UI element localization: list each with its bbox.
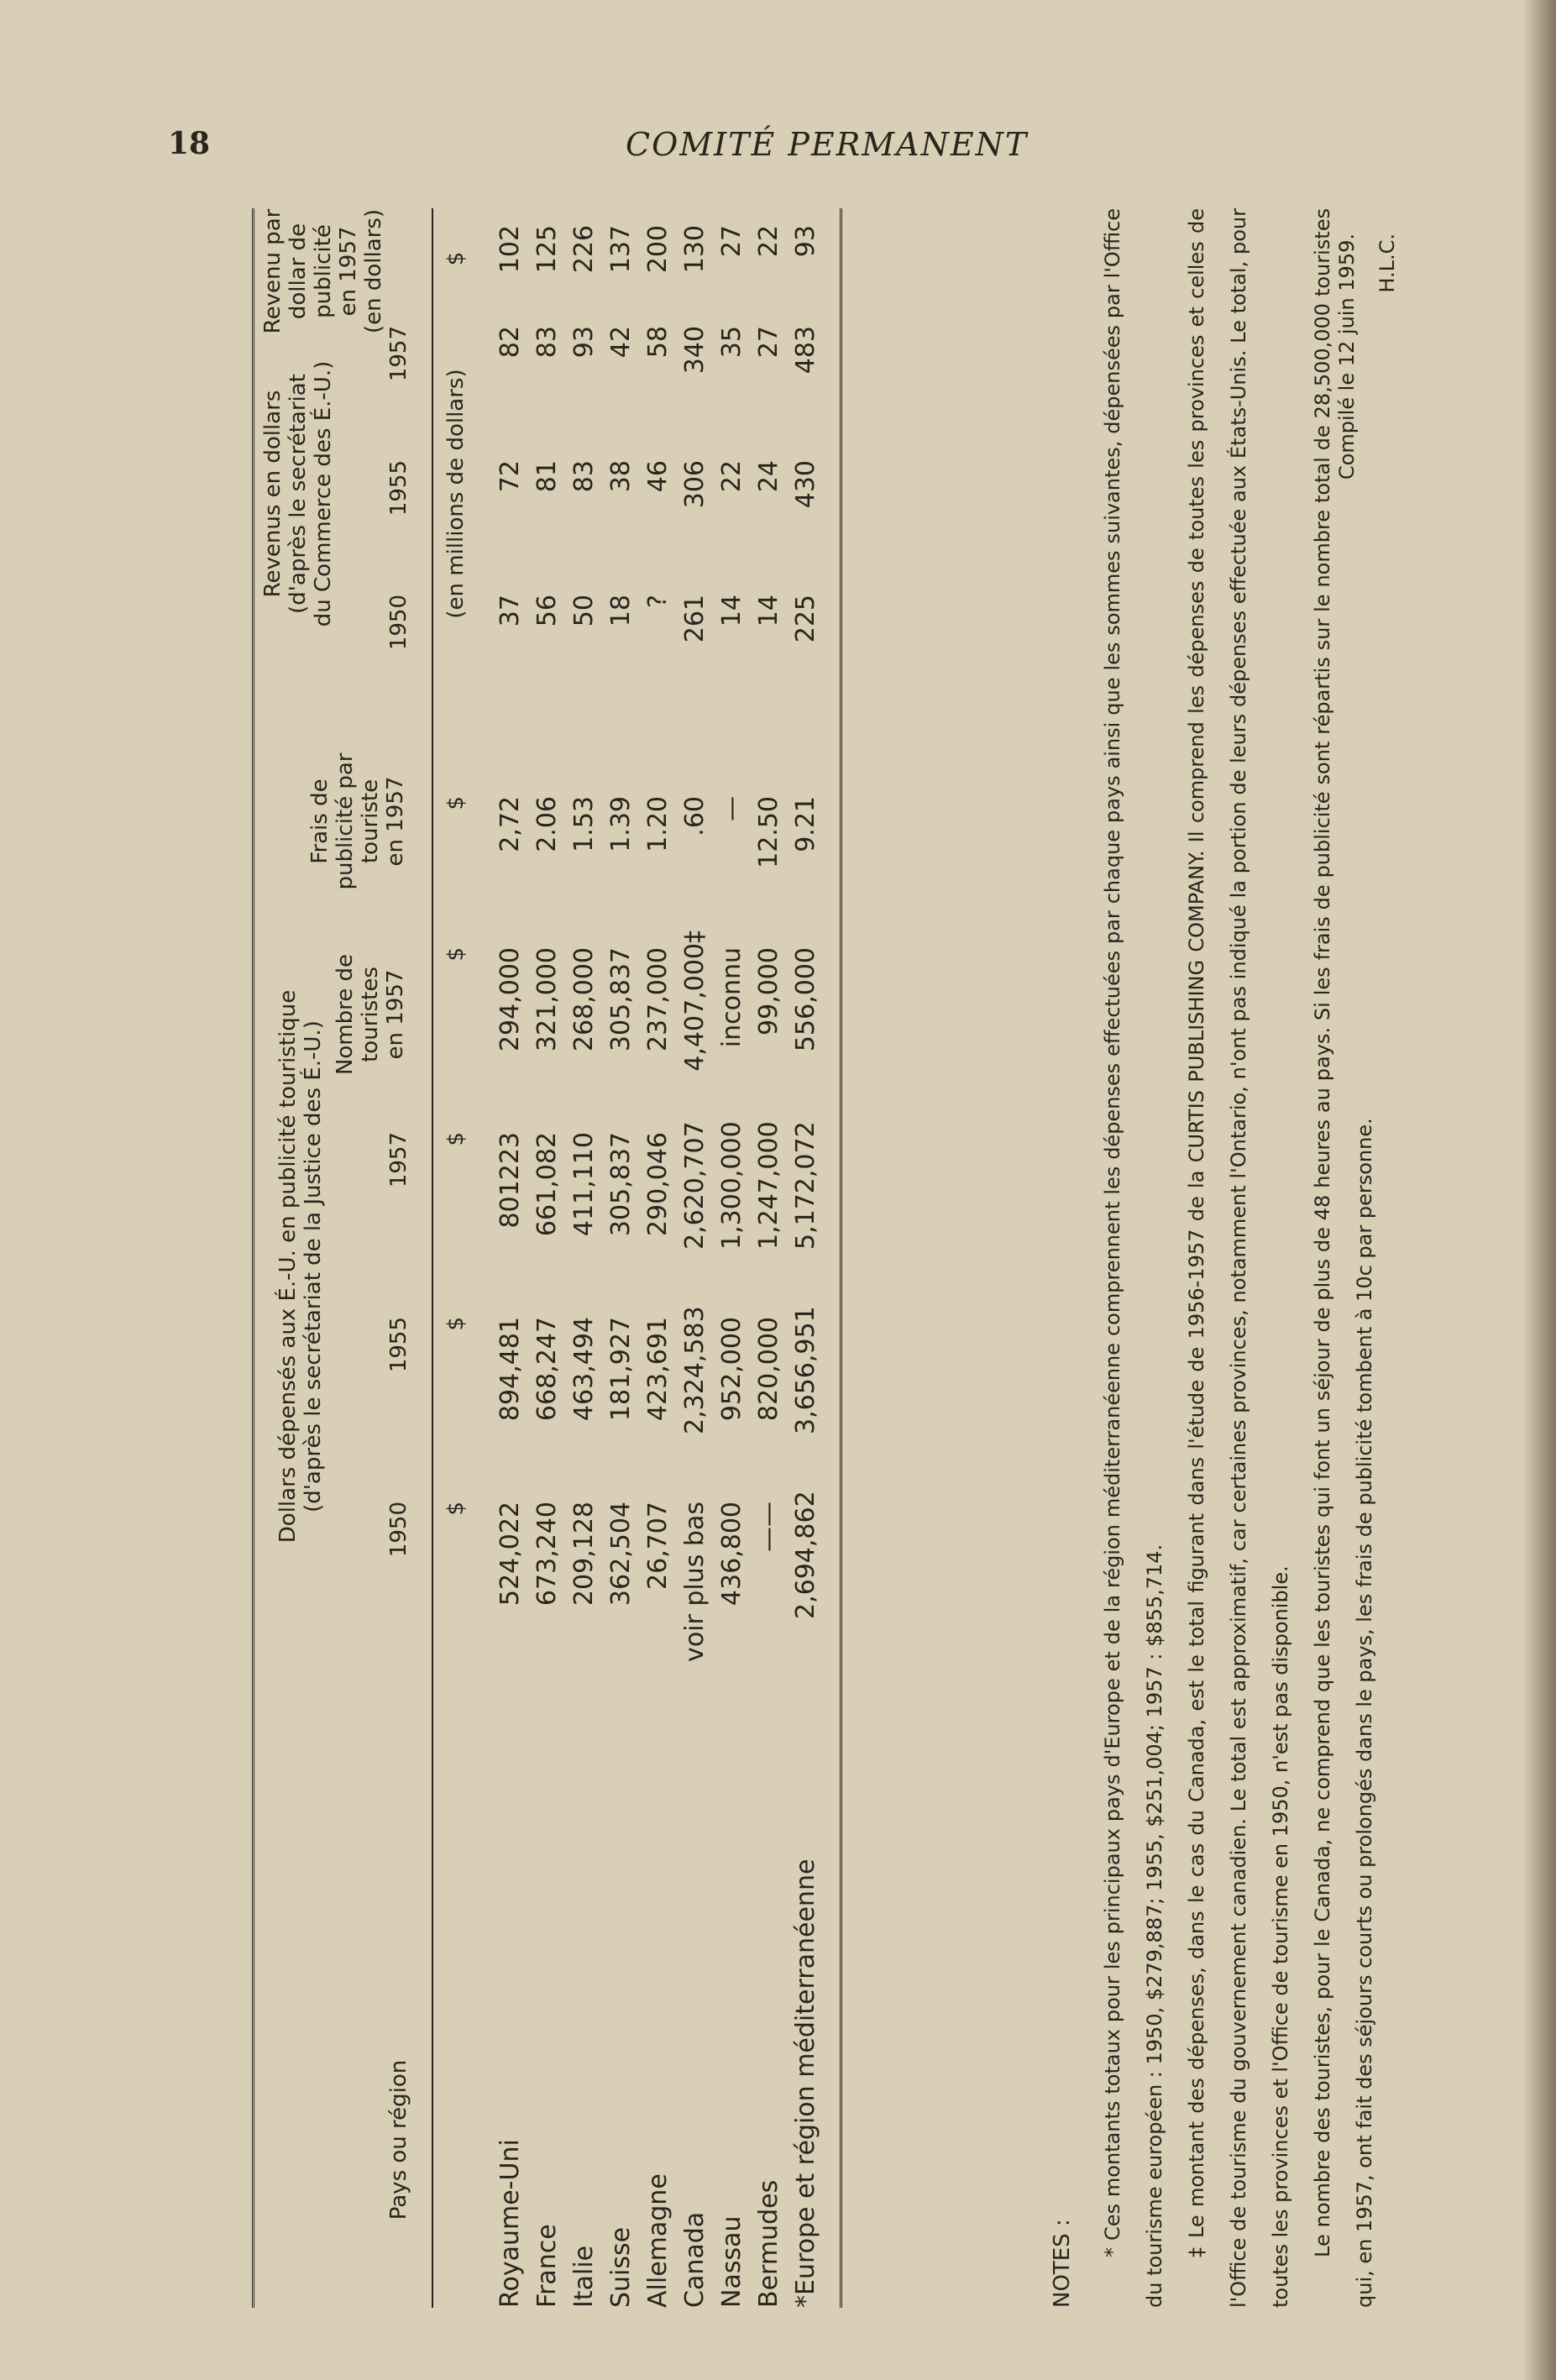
header-cost-line1: Frais de (307, 778, 333, 864)
cell-cost: 1.53 (569, 796, 599, 852)
cell-d1950: —— (754, 1502, 783, 1552)
cell-cost: 1.20 (643, 796, 673, 852)
cell-r1950: 225 (791, 595, 820, 643)
cell-d1957: 1,247,000 (754, 1121, 783, 1250)
cell-tourists: 556,000 (791, 947, 820, 1052)
cell-r1950: 37 (495, 595, 525, 627)
cell-r1955: 430 (791, 460, 820, 509)
table-row (791, 208, 828, 2308)
header-rpd-line2: dollar de (286, 223, 311, 320)
unit-millions: (en millions de dollars) (443, 369, 469, 619)
cell-d1950: 436,800 (717, 1502, 747, 1607)
cell-cost: 12.50 (754, 796, 783, 868)
header-tourists (333, 931, 408, 1098)
header-revenue-1957: 1957 (386, 326, 411, 382)
initials: H.L.C. (1375, 233, 1399, 293)
header-tourists-line1: Nombre de (333, 953, 358, 1076)
cell-d1950: 524,022 (495, 1502, 525, 1607)
cell-rpd: 137 (606, 225, 636, 274)
header-dollars-title: Dollars dépensés aux É.-U. en publicité touristique (275, 989, 301, 1544)
unit-cost: $ (443, 796, 469, 810)
cell-cost: 1.39 (606, 796, 636, 852)
units-row (443, 208, 480, 2308)
unit-d1955: $ (443, 1317, 469, 1331)
cell-r1955: 22 (717, 460, 747, 493)
header-rpd-line1: Revenu par (260, 208, 286, 334)
cell-d1957: 801223 (495, 1132, 525, 1229)
cell-d1957: 305,837 (606, 1132, 636, 1237)
note-2: ‡ Le montant des dépenses, dans le cas du Canada, est le total figurant dans l'étude de 1956-1957 de la CURTIS PUBLISHING COMPANY. Il comprend les dépenses de toutes les provinces et celles de l'Office de tourisme du gouvernement canadien. Le total est approximatif, car certaines provinces, notamment l'Ontario, n'ont pas indiqué la portion de leurs dépenses effectuée aux États-Unis. Le total, pour toutes les provinces et l'Office de tourisme en 1950, n'est pas disponible. (1185, 208, 1292, 2308)
cell-r1950: 50 (569, 595, 599, 627)
header-rpd-line3: publicité (311, 224, 336, 318)
cell-r1957: 93 (569, 326, 599, 359)
cell-cost: 2,72 (495, 796, 525, 852)
unit-rpd: $ (443, 251, 469, 266)
cell-tourists: 268,000 (569, 947, 599, 1052)
cell-rpd: 27 (717, 225, 747, 258)
header-revenue-1950: 1950 (386, 595, 411, 651)
cell-r1957: 82 (495, 326, 525, 359)
cell-rpd: 130 (680, 225, 710, 274)
table-top-rule (252, 208, 258, 2308)
cell-d1950: 2,694,862 (791, 1491, 820, 1619)
header-rpd-line5: (en dollars) (361, 208, 386, 334)
cell-rpd: 102 (495, 225, 525, 274)
cell-d1950: 673,240 (532, 1502, 562, 1607)
cell-r1957: 35 (717, 326, 747, 359)
header-dollars-1955: 1955 (386, 1317, 411, 1373)
cell-tourists: 4,407,000‡ (680, 931, 710, 1072)
cell-d1957: 411,110 (569, 1132, 599, 1237)
cell-r1950: 14 (717, 595, 747, 627)
row-name: Canada (680, 2211, 710, 2308)
cell-rpd: 226 (569, 225, 599, 274)
note-3: Le nombre des touristes, pour le Canada, ne comprend que les touristes qui font un séjour de plus de 48 heures au pays. Si les frais de publicité sont répartis sur le nombre total de 28,500,000 touristes qui, en 1957, ont fait des séjours courts ou prolongés dans le pays, les frais de publicité tombent à 10c par personne. (1311, 208, 1376, 2308)
cell-r1957: 27 (754, 326, 783, 359)
cell-rpd: 200 (643, 225, 673, 274)
cell-tourists: 305,837 (606, 947, 636, 1052)
header-rule (432, 208, 433, 2308)
note-1: * Ces montants totaux pour les principaux pays d'Europe et de la région méditerranéenne comprennent les dépenses effectuées par chaque pays ainsi que les sommes suivantes, dépensées par l'Office du tourisme européen : 1950, $279,887; 1955, $251,004; 1957 : $855,714. (1101, 208, 1166, 2308)
cell-cost: — (717, 796, 747, 821)
table-row (754, 208, 791, 2308)
cell-d1955: 463,494 (569, 1317, 599, 1422)
unit-tourists: $ (443, 947, 469, 962)
cell-r1950: 14 (754, 595, 783, 627)
cell-r1955: 72 (495, 460, 525, 493)
table-row (717, 208, 754, 2308)
compiled-date: Compilé le 12 juin 1959. (1335, 233, 1359, 480)
header-dollars-group (275, 863, 326, 1670)
header-tourists-line3: en 1957 (383, 969, 408, 1060)
header-revenue-subtitle-2: du Commerce des É.-U.) (311, 360, 336, 627)
cell-d1955: 3,656,951 (791, 1306, 820, 1434)
cell-r1955: 38 (606, 460, 636, 493)
cell-d1955: 423,691 (643, 1317, 673, 1422)
row-name: Nassau (717, 2215, 747, 2308)
unit-d1957: $ (443, 1132, 469, 1146)
page-number: 18 (168, 126, 211, 161)
cell-tourists: 294,000 (495, 947, 525, 1052)
running-head: COMITÉ PERMANENT (626, 126, 1029, 163)
cell-r1955: 24 (754, 460, 783, 493)
cell-tourists: 99,000 (754, 947, 783, 1035)
table-row (643, 208, 680, 2308)
cell-rpd: 93 (791, 225, 820, 258)
header-revenue-1955: 1955 (386, 460, 411, 516)
cell-d1955: 2,324,583 (680, 1306, 710, 1434)
cell-d1957: 290,046 (643, 1132, 673, 1237)
header-tourists-line2: touristes (358, 967, 383, 1062)
row-name: *Europe et région méditerranéenne (791, 1858, 820, 2308)
header-revenue-subtitle-1: (d'après le secrétariat (286, 374, 311, 614)
cell-r1950: 261 (680, 595, 710, 643)
cell-cost: 9.21 (791, 796, 820, 852)
cell-d1957: 5,172,072 (791, 1121, 820, 1250)
cell-r1955: 83 (569, 460, 599, 493)
cell-r1957: 483 (791, 326, 820, 375)
row-name: Royaume-Uni (495, 2139, 525, 2308)
row-name: Bermudes (754, 2179, 783, 2308)
notes-section (1041, 208, 1386, 2308)
header-revenue-title: Revenus en dollars (260, 390, 286, 598)
header-cost-line3: touriste (358, 778, 383, 864)
cell-rpd: 125 (532, 225, 562, 274)
cell-d1957: 661,082 (532, 1132, 562, 1237)
cell-tourists: 321,000 (532, 947, 562, 1052)
header-dollars-1957: 1957 (386, 1132, 411, 1188)
cell-r1957: 58 (643, 326, 673, 359)
cell-d1957: 1,300,000 (717, 1121, 747, 1250)
cell-r1955: 306 (680, 460, 710, 509)
cell-r1957: 340 (680, 326, 710, 375)
cell-d1955: 894,481 (495, 1317, 525, 1422)
row-name: Italie (569, 2245, 599, 2308)
notes-title: NOTES : (1050, 2219, 1075, 2308)
cell-r1957: 42 (606, 326, 636, 359)
cell-tourists: 237,000 (643, 947, 673, 1052)
table-bottom-rule (840, 208, 846, 2308)
table-row (606, 208, 643, 2308)
cell-cost: 2.06 (532, 796, 562, 852)
cell-d1950: 362,504 (606, 1502, 636, 1607)
cell-r1955: 81 (532, 460, 562, 493)
cell-r1950: 56 (532, 595, 562, 627)
table-row (569, 208, 606, 2308)
rotated-content (235, 191, 1436, 2308)
page-edge-shadow (1522, 0, 1556, 2380)
cell-d1955: 181,927 (606, 1317, 636, 1422)
cell-r1957: 83 (532, 326, 562, 359)
header-cost-line2: publicité par (333, 752, 358, 890)
cell-d1950: 26,707 (643, 1502, 673, 1590)
cell-d1955: 820,000 (754, 1317, 783, 1422)
header-dollars-1950: 1950 (386, 1502, 411, 1558)
header-country: Pays ou région (386, 2059, 411, 2220)
cell-r1950: ? (643, 595, 673, 608)
table-row (532, 208, 569, 2308)
cell-d1955: 952,000 (717, 1317, 747, 1422)
cell-tourists: inconnu (717, 947, 747, 1048)
header-dollars-subtitle: (d'après le secrétariat de la Justice des É.-U.) (301, 1020, 326, 1512)
cell-d1955: 668,247 (532, 1317, 562, 1422)
unit-d1950: $ (443, 1502, 469, 1516)
table-row (680, 208, 717, 2308)
header-rpd-line4: en 1957 (336, 226, 361, 317)
cell-rpd: 22 (754, 225, 783, 258)
row-name: Allemagne (643, 2173, 673, 2308)
cell-cost: .60 (680, 796, 710, 836)
cell-r1950: 18 (606, 595, 636, 627)
cell-r1955: 46 (643, 460, 673, 493)
table-row (495, 208, 532, 2308)
header-cost-line4: en 1957 (383, 776, 408, 867)
header-cost-per-tourist (307, 729, 408, 914)
header-revenue-per-dollar (260, 200, 386, 343)
row-name: France (532, 2224, 562, 2308)
cell-d1950: 209,128 (569, 1502, 599, 1607)
row-annotation: voir plus bas (680, 1502, 710, 1662)
signature-block (1327, 233, 1407, 480)
statistics-table (252, 208, 991, 2308)
cell-d1957: 2,620,707 (680, 1121, 710, 1250)
row-name: Suisse (606, 2226, 636, 2308)
